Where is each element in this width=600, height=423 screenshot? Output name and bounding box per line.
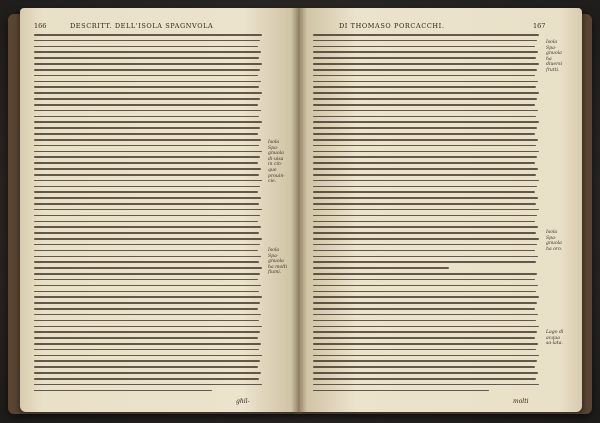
right-margin-note: Lago di acqua sa-lata. bbox=[546, 330, 564, 347]
text-line bbox=[34, 40, 260, 42]
left-catchword: ghil- bbox=[236, 398, 250, 405]
text-line bbox=[34, 390, 212, 392]
text-line bbox=[34, 337, 258, 339]
text-line bbox=[34, 46, 258, 48]
text-line bbox=[34, 110, 261, 112]
text-line bbox=[34, 69, 260, 71]
text-line bbox=[313, 372, 538, 374]
text-line bbox=[34, 116, 259, 118]
text-line bbox=[313, 360, 537, 362]
text-line bbox=[34, 244, 260, 246]
text-line bbox=[313, 285, 538, 287]
text-line bbox=[34, 302, 260, 304]
text-line bbox=[34, 168, 261, 170]
text-line bbox=[313, 104, 535, 106]
text-line bbox=[34, 34, 262, 36]
text-line bbox=[313, 390, 489, 392]
right-margin-note: Isola Spa-gnuola ha oro. bbox=[546, 230, 563, 252]
text-line bbox=[313, 244, 537, 246]
text-line bbox=[313, 40, 537, 42]
text-line bbox=[313, 320, 536, 322]
text-line bbox=[313, 267, 449, 269]
right-page-number: 167 bbox=[533, 22, 546, 30]
text-line bbox=[313, 156, 537, 158]
text-line bbox=[313, 63, 539, 65]
text-line bbox=[313, 238, 539, 240]
text-line bbox=[313, 46, 535, 48]
left-margin-note: Isola Spa-gnuola di-uisa in cin-que prouin-cie. bbox=[268, 140, 285, 185]
text-line bbox=[34, 51, 261, 53]
text-line bbox=[34, 133, 258, 135]
right-running-head: DI THOMASO PORCACCHI. bbox=[339, 22, 445, 30]
text-line bbox=[313, 121, 539, 123]
text-line bbox=[313, 326, 539, 328]
text-line bbox=[313, 34, 539, 36]
text-line bbox=[34, 291, 259, 293]
text-line bbox=[34, 63, 262, 65]
right-body-text bbox=[313, 34, 539, 396]
text-line bbox=[313, 174, 536, 176]
text-line bbox=[34, 256, 261, 258]
text-line bbox=[34, 349, 259, 351]
text-line bbox=[313, 116, 536, 118]
text-line bbox=[313, 215, 537, 217]
left-body-text bbox=[34, 34, 262, 396]
text-line bbox=[34, 226, 261, 228]
text-line bbox=[34, 366, 258, 368]
text-line bbox=[34, 81, 261, 83]
text-line bbox=[313, 127, 537, 129]
text-line bbox=[313, 110, 538, 112]
text-line bbox=[34, 156, 260, 158]
text-line bbox=[34, 296, 262, 298]
text-line bbox=[313, 57, 536, 59]
text-line bbox=[313, 151, 539, 153]
text-line bbox=[313, 139, 538, 141]
text-line bbox=[34, 209, 262, 211]
text-line bbox=[34, 250, 258, 252]
text-line bbox=[34, 279, 258, 281]
text-line bbox=[34, 232, 259, 234]
text-line bbox=[34, 75, 258, 77]
text-line bbox=[34, 326, 262, 328]
right-catchword: molti bbox=[513, 398, 529, 405]
text-line bbox=[313, 162, 535, 164]
text-line bbox=[34, 221, 258, 223]
text-line bbox=[313, 197, 538, 199]
text-line bbox=[34, 57, 259, 59]
left-running-head: DESCRITT. DELL'ISOLA SPAGNVOLA bbox=[70, 22, 214, 30]
text-line bbox=[313, 168, 538, 170]
left-page-number: 166 bbox=[34, 22, 47, 30]
text-line bbox=[313, 86, 536, 88]
text-line bbox=[313, 92, 539, 94]
text-line bbox=[313, 81, 538, 83]
text-line bbox=[34, 180, 262, 182]
text-line bbox=[34, 92, 262, 94]
text-line bbox=[34, 215, 260, 217]
text-line bbox=[34, 314, 261, 316]
text-line bbox=[34, 285, 261, 287]
text-line bbox=[34, 121, 262, 123]
text-line bbox=[34, 238, 262, 240]
text-line bbox=[313, 145, 536, 147]
text-line bbox=[313, 203, 536, 205]
text-line bbox=[313, 273, 537, 275]
text-line bbox=[34, 139, 261, 141]
text-line bbox=[34, 273, 260, 275]
text-line bbox=[313, 291, 536, 293]
text-line bbox=[313, 180, 539, 182]
left-page bbox=[20, 8, 299, 412]
right-margin-note: Isola Spa-gnuola ha diuersi frutti. bbox=[546, 40, 563, 73]
text-line bbox=[34, 203, 259, 205]
text-line bbox=[34, 145, 259, 147]
text-line bbox=[34, 267, 262, 269]
text-line bbox=[313, 209, 539, 211]
text-line bbox=[34, 360, 260, 362]
text-line bbox=[313, 349, 536, 351]
text-line bbox=[313, 191, 535, 193]
text-line bbox=[313, 221, 535, 223]
text-line bbox=[313, 366, 535, 368]
right-page bbox=[299, 8, 582, 412]
text-line bbox=[313, 384, 539, 386]
text-line bbox=[313, 51, 538, 53]
text-line bbox=[34, 331, 260, 333]
text-line bbox=[313, 355, 539, 357]
text-line bbox=[34, 162, 258, 164]
text-line bbox=[313, 232, 536, 234]
text-line bbox=[34, 308, 258, 310]
text-line bbox=[313, 331, 537, 333]
text-line bbox=[34, 174, 259, 176]
text-line bbox=[313, 308, 535, 310]
text-line bbox=[34, 320, 259, 322]
text-line bbox=[313, 256, 538, 258]
text-line bbox=[313, 261, 536, 263]
text-line bbox=[313, 343, 538, 345]
text-line bbox=[313, 302, 537, 304]
text-line bbox=[313, 250, 535, 252]
text-line bbox=[34, 343, 261, 345]
text-line bbox=[34, 86, 259, 88]
text-line bbox=[34, 372, 261, 374]
text-line bbox=[34, 104, 258, 106]
text-line bbox=[34, 127, 260, 129]
text-line bbox=[313, 314, 538, 316]
text-line bbox=[313, 337, 535, 339]
text-line bbox=[313, 279, 535, 281]
text-line bbox=[313, 226, 538, 228]
text-line bbox=[34, 384, 262, 386]
text-line bbox=[34, 191, 258, 193]
text-line bbox=[313, 378, 536, 380]
text-line bbox=[34, 186, 260, 188]
text-line bbox=[34, 261, 259, 263]
text-line bbox=[313, 296, 539, 298]
text-line bbox=[313, 98, 537, 100]
text-line bbox=[34, 355, 262, 357]
left-margin-note: Isola Spa-gnuola ha molti fiumi. bbox=[268, 248, 288, 276]
text-line bbox=[313, 75, 535, 77]
text-line bbox=[313, 69, 537, 71]
text-line bbox=[313, 133, 535, 135]
text-line bbox=[34, 378, 259, 380]
text-line bbox=[34, 151, 262, 153]
text-line bbox=[34, 197, 261, 199]
text-line bbox=[34, 98, 260, 100]
text-line bbox=[313, 186, 537, 188]
